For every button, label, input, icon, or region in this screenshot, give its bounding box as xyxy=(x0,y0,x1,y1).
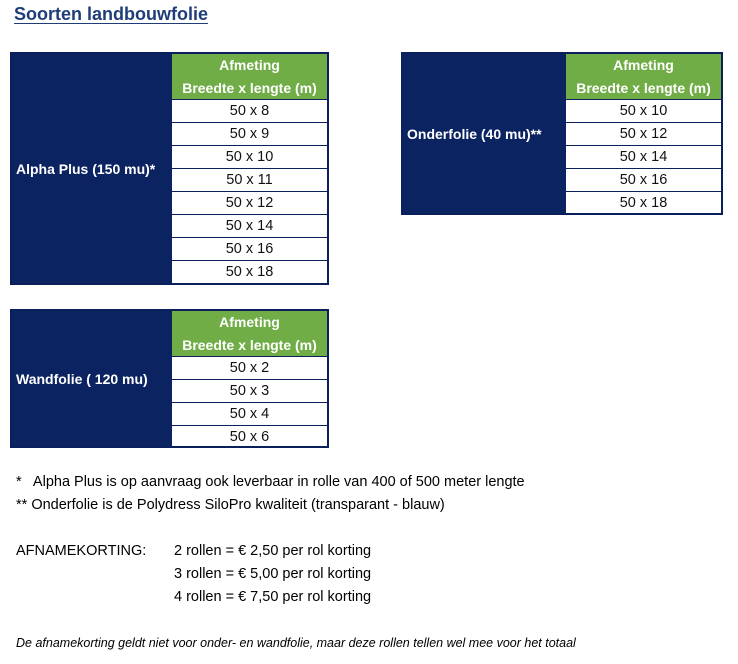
header-line-1: Afmeting xyxy=(219,56,280,73)
header-line-2: Breedte x lengte (m) xyxy=(576,79,711,96)
note-alpha-plus: * Alpha Plus is op aanvraag ook leverbaar in rolle van 400 of 500 meter lengte xyxy=(16,474,525,490)
discount-item: 4 rollen = € 7,50 per rol korting xyxy=(174,589,372,605)
table-row: 50 x 16 xyxy=(566,169,721,192)
table-onderfolie xyxy=(401,52,723,215)
table-alpha-plus xyxy=(10,52,329,285)
table-row: 50 x 2 xyxy=(172,357,327,380)
column-header xyxy=(172,54,327,100)
product-label: Wandfolie ( 120 mu) xyxy=(12,311,172,446)
table-row: 50 x 14 xyxy=(566,146,721,169)
table-row: 50 x 16 xyxy=(172,238,327,261)
header-line-1: Afmeting xyxy=(613,56,674,73)
table-row: 50 x 8 xyxy=(172,100,327,123)
page-title: Soorten landbouwfolie xyxy=(14,4,208,24)
table-row: 50 x 3 xyxy=(172,380,327,403)
table-row: 50 x 18 xyxy=(619,195,668,211)
table-row: 50 x 6 xyxy=(229,429,270,445)
discount-item: 2 rollen = € 2,50 per rol korting xyxy=(174,543,372,559)
table-row: 50 x 10 xyxy=(566,100,721,123)
table-row: 50 x 14 xyxy=(172,215,327,238)
header-line-2: Breedte x lengte (m) xyxy=(182,336,317,353)
header-line-1: Afmeting xyxy=(219,313,280,330)
table-row: 50 x 18 xyxy=(225,264,274,280)
footnote: De afnamekorting geldt niet voor onder- en wandfolie, maar deze rollen tellen wel mee voor het totaal xyxy=(16,636,576,650)
product-label: Onderfolie (40 mu)** xyxy=(403,54,566,213)
table-row: 50 x 12 xyxy=(566,123,721,146)
column-header xyxy=(566,54,721,100)
table-row: 50 x 9 xyxy=(172,123,327,146)
header-line-2: Breedte x lengte (m) xyxy=(182,79,317,96)
table-row: 50 x 4 xyxy=(172,403,327,426)
discount-label: AFNAMEKORTING: xyxy=(16,543,147,559)
table-wandfolie xyxy=(10,309,329,448)
table-row: 50 x 12 xyxy=(172,192,327,215)
note-onderfolie: ** Onderfolie is de Polydress SiloPro kwaliteit (transparant - blauw) xyxy=(16,497,445,513)
product-label: Alpha Plus (150 mu)* xyxy=(12,54,172,283)
column-header xyxy=(172,311,327,357)
discount-list xyxy=(174,543,371,612)
table-row: 50 x 10 xyxy=(172,146,327,169)
table-row: 50 x 11 xyxy=(172,169,327,192)
discount-item: 3 rollen = € 5,00 per rol korting xyxy=(174,566,372,582)
